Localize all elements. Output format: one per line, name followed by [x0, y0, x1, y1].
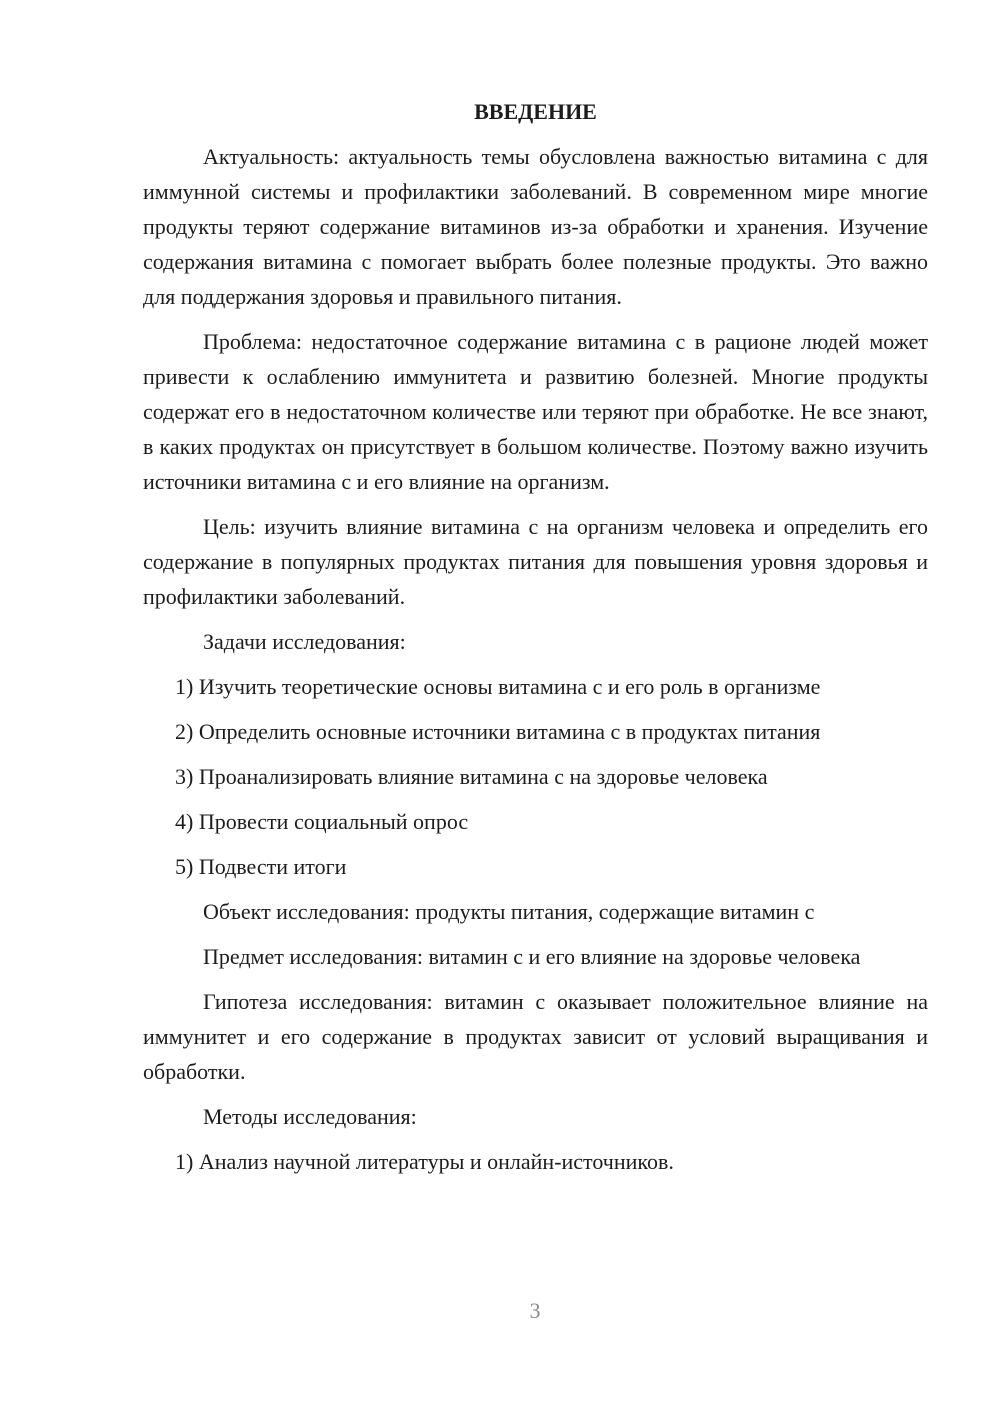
task-item: 4) Провести социальный опрос	[175, 809, 469, 834]
object-paragraph: Объект исследования: продукты питания, содержащие витамин с	[203, 899, 815, 924]
goal-paragraph: Цель: изучить влияние витамина с на организм человека и определить его содержание в популярных продуктах питания для повышения уровня здоровья и профилактики заболеваний.	[143, 514, 928, 609]
section-title: ВВЕДЕНИЕ	[474, 99, 597, 124]
subject-paragraph: Предмет исследования: витамин с и его влияние на здоровье человека	[203, 944, 861, 969]
tasks-heading: Задачи исследования:	[203, 629, 406, 654]
task-item: 2) Определить основные источники витамина с в продуктах питания	[175, 719, 821, 744]
page-number: 3	[529, 1298, 541, 1323]
task-item: 1) Изучить теоретические основы витамина с и его роль в организме	[175, 674, 821, 699]
methods-heading: Методы исследования:	[203, 1104, 417, 1129]
task-item: 3) Проанализировать влияние витамина с на здоровье человека	[175, 764, 768, 789]
hypothesis-paragraph: Гипотеза исследования: витамин с оказывает положительное влияние на иммунитет и его содержание в продуктах зависит от условий выращивания и обработки.	[143, 989, 928, 1084]
task-item: 5) Подвести итоги	[175, 854, 347, 879]
method-item: 1) Анализ научной литературы и онлайн-источников.	[175, 1149, 674, 1174]
relevance-paragraph: Актуальность: актуальность темы обусловлена важностью витамина с для иммунной системы и профилактики заболеваний. В современном мире многие продукты теряют содержание витаминов из-за обработки и хранения. Изучение содержания витамина с помогает выбрать более полезные продукты. Это важно для поддержания здоровья и правильного питания.	[143, 144, 928, 309]
document-page	[143, 94, 928, 1179]
problem-paragraph: Проблема: недостаточное содержание витамина с в рационе людей может привести к ослаблению иммунитета и развитию болезней. Многие продукты содержат его в недостаточном количестве или теряют при обработке. Не все знают, в каких продуктах он присутствует в большом количестве. Поэтому важно изучить источники витамина с и его влияние на организм.	[143, 329, 928, 494]
